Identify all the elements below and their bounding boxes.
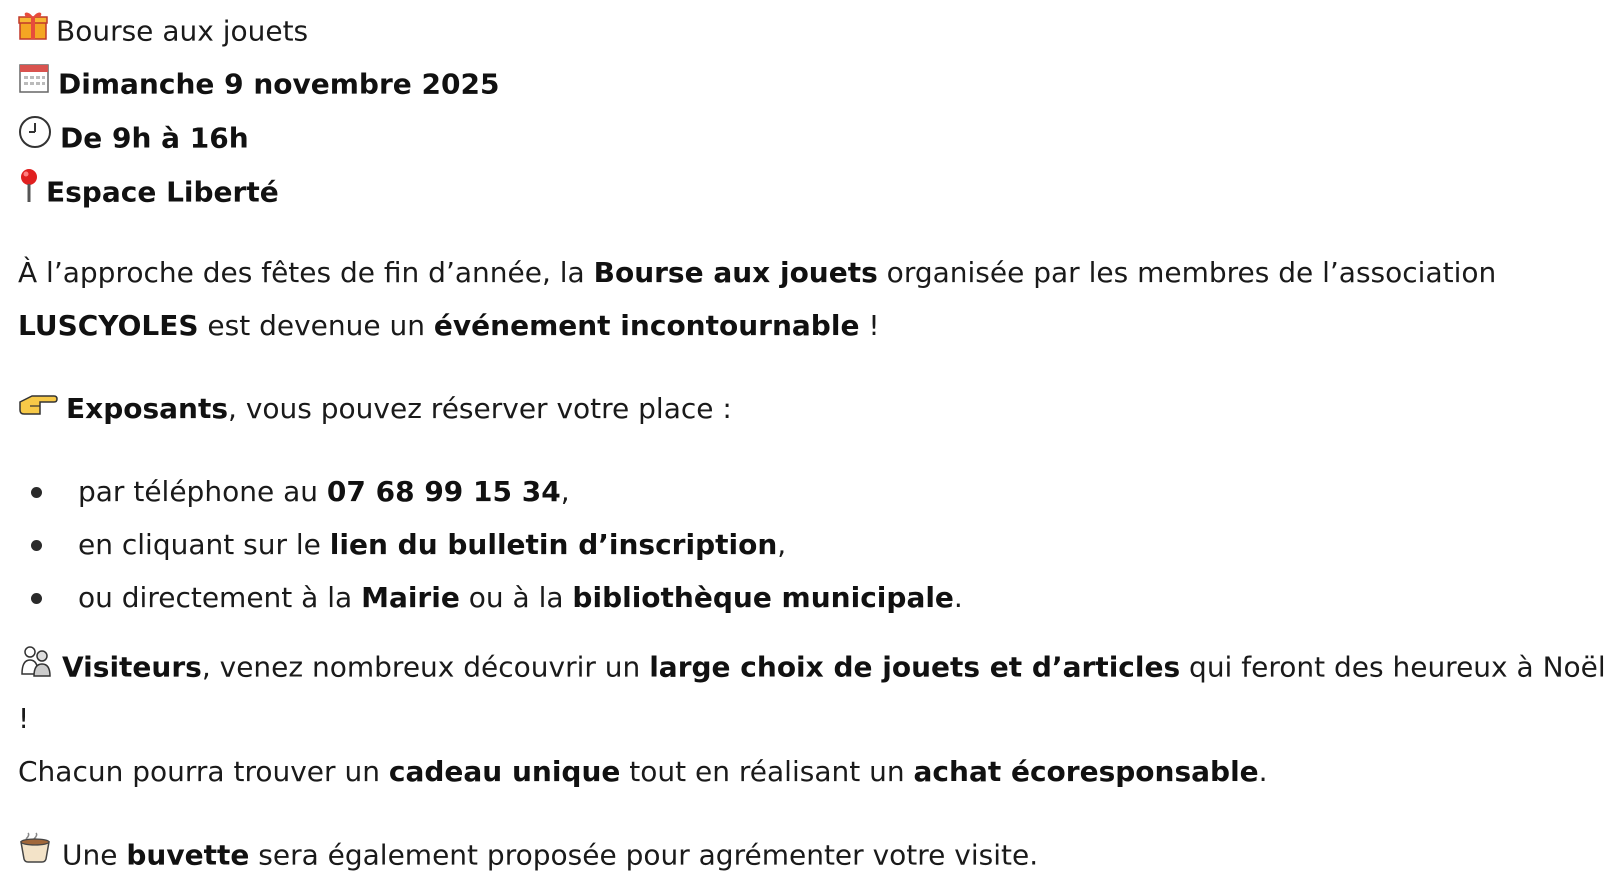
event-hours-line [18, 117, 249, 162]
gift-line: Chacun pourra trouver un cadeau unique tout en réalisant un achat écoresponsable. [18, 755, 1268, 788]
registration-link[interactable]: lien du bulletin d’inscription [329, 528, 778, 561]
people-icon [18, 644, 54, 689]
clock-icon [18, 115, 52, 160]
event-date-line [18, 64, 499, 107]
pointing-hand-icon [18, 388, 58, 429]
gift-icon [18, 9, 48, 52]
event-location: Espace Liberté [46, 175, 279, 209]
event-location-line [18, 170, 279, 217]
event-date: Dimanche 9 novembre 2025 [58, 67, 500, 101]
coffee-cup-icon [18, 833, 54, 876]
event-title: Bourse aux jouets [56, 14, 309, 48]
list-bullet [31, 487, 42, 498]
calendar-icon [18, 62, 50, 105]
list-item-in-person: ou directement à la Mairie ou à la bibliothèque municipale. [78, 581, 963, 614]
visitors-line: Visiteurs, venez nombreux découvrir un large choix de jouets et d’articles qui feront des heureux à Noël [18, 646, 1606, 691]
event-title-line [18, 11, 308, 54]
visitors-line-end: ! [18, 702, 30, 735]
pin-icon [18, 168, 40, 215]
list-bullet [31, 540, 42, 551]
exhibitors-line: Exposants, vous pouvez réserver votre place : [18, 389, 732, 431]
buvette-line: Une buvette sera également proposée pour agrémenter votre visite. [18, 835, 1038, 878]
event-hours: De 9h à 16h [60, 121, 249, 155]
list-bullet [31, 593, 42, 604]
list-item-link: en cliquant sur le lien du bulletin d’inscription, [78, 528, 787, 561]
intro-line-2: LUSCYOLES est devenue un événement incontournable ! [18, 309, 880, 342]
phone-number[interactable]: 07 68 99 15 34 [326, 475, 561, 508]
list-item-phone: par téléphone au 07 68 99 15 34, [78, 475, 570, 508]
intro-line-1: À l’approche des fêtes de fin d’année, la Bourse aux jouets organisée par les membres de l’association [18, 256, 1497, 289]
